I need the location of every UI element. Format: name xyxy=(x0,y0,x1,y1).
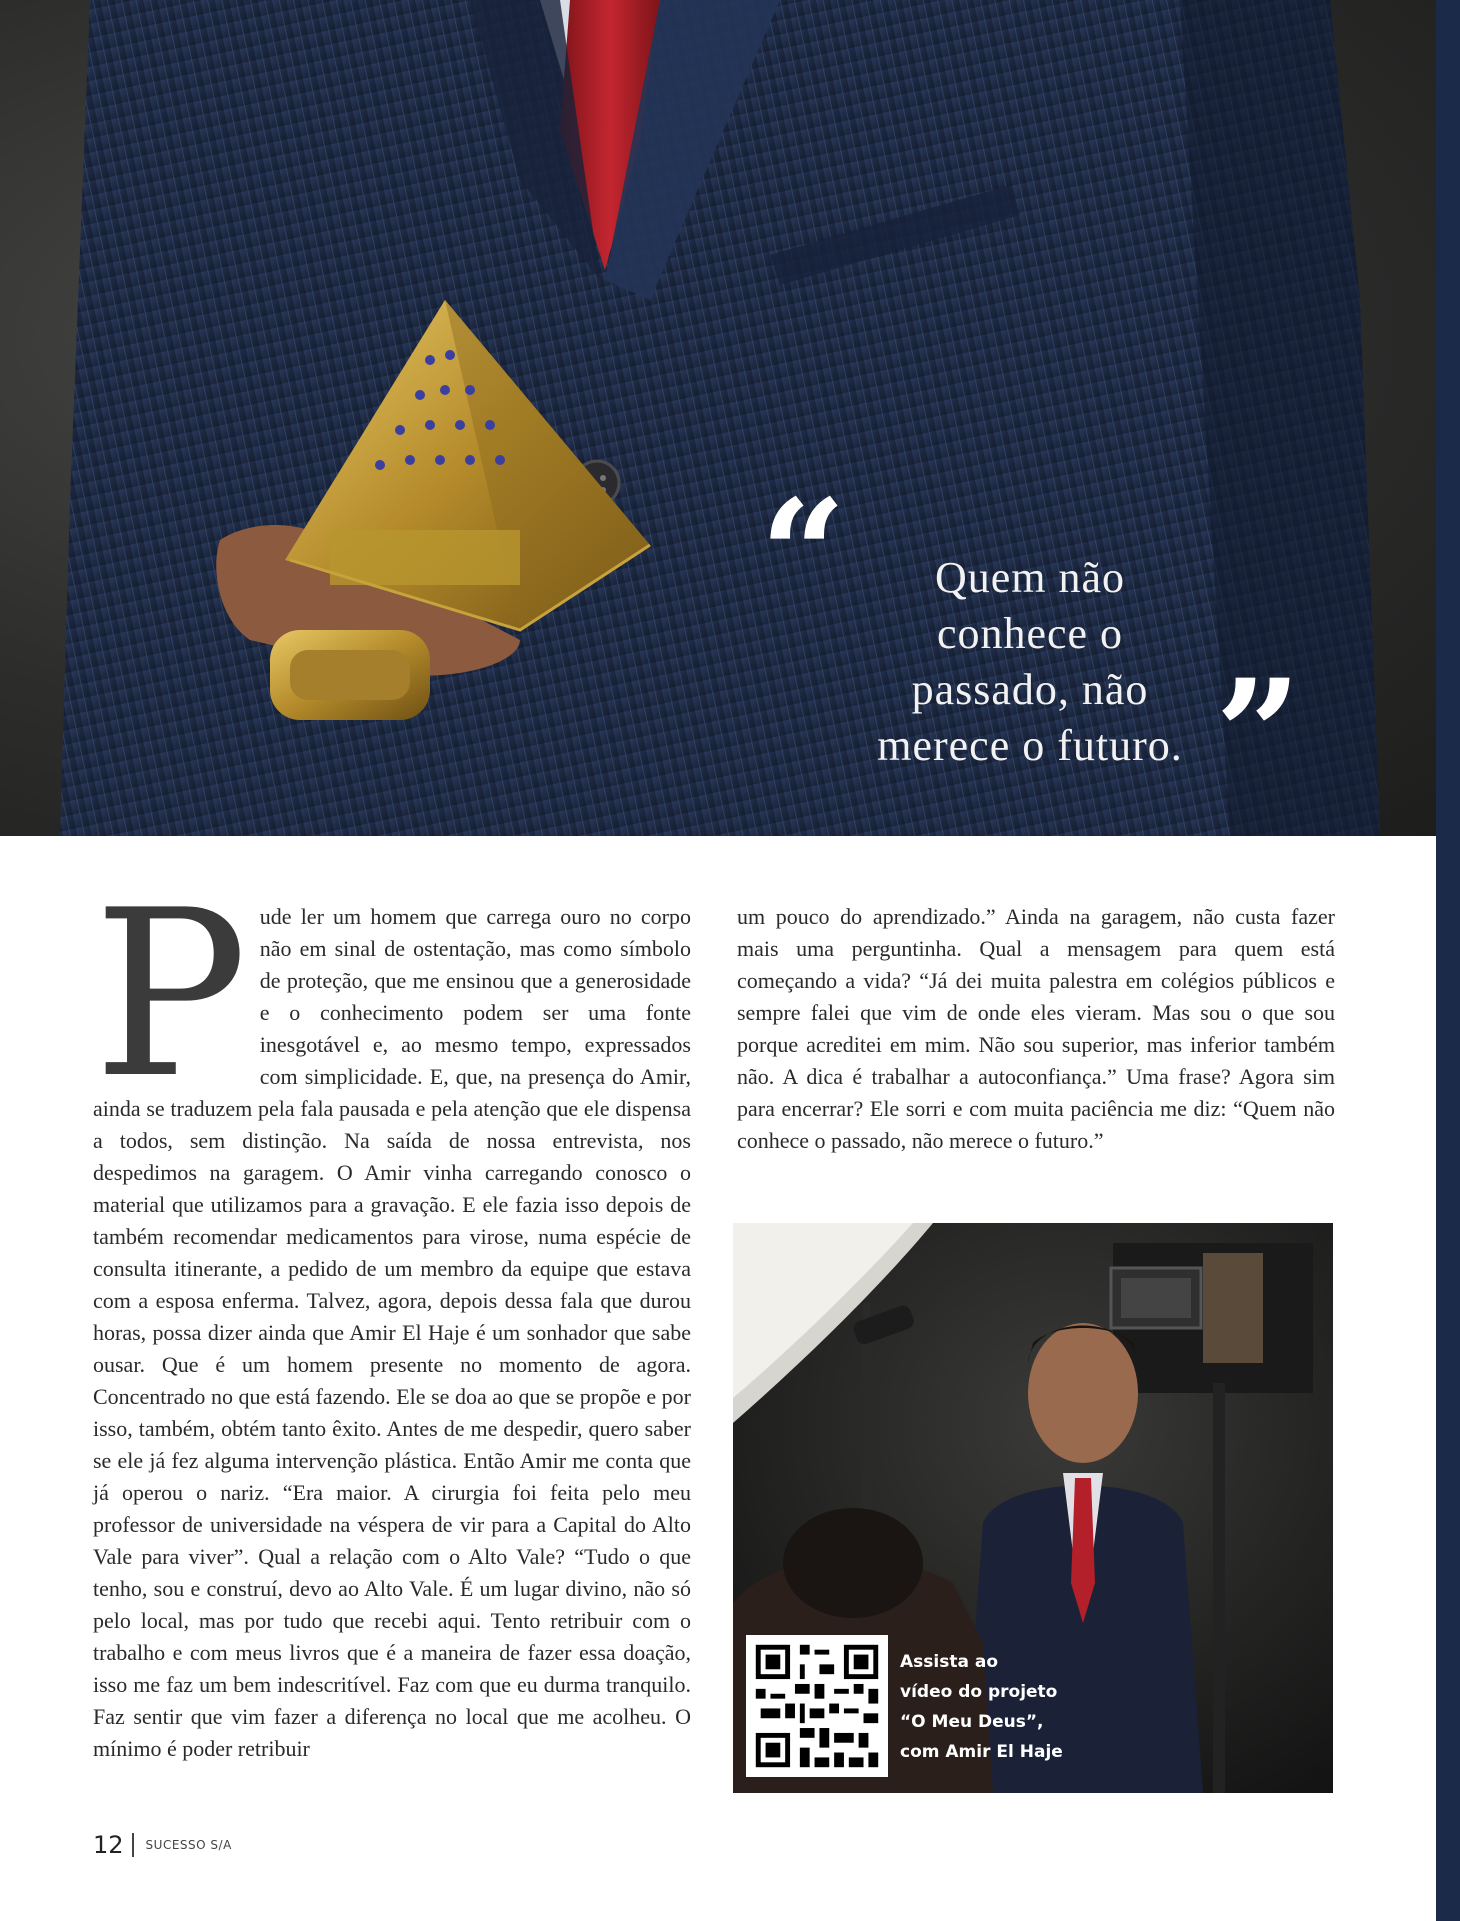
article-column-left xyxy=(93,862,691,1765)
page-edge-bar xyxy=(1436,0,1460,1921)
qr-caption-line: vídeo do projeto xyxy=(900,1682,1058,1702)
drop-cap: P xyxy=(93,862,248,1129)
qr-code[interactable] xyxy=(746,1635,888,1777)
qr-code-icon xyxy=(746,1635,888,1777)
quote-open-mark: “ xyxy=(760,467,847,643)
right-column-text: um pouco do aprendizado.” Ainda na garagem, não custa fazer mais uma perguntinha. Qual a mensagem para quem está começando a vida? “Já dei muita palestra em colégios públicos e sempre falei que vim de onde eles vieram. Mas sou o que sou porque acreditei em mim. Não sou superior, mas inferior também não. A dica é trabalhar a autoconfiança.” Uma frase? Agora sim para encerrar? Ele sorri e com muita paciência me diz: “Quem não conhece o passado, não merece o futuro.” xyxy=(737,904,1335,1153)
qr-caption-line: “O Meu Deus”, xyxy=(900,1712,1044,1732)
article-column-right xyxy=(737,901,1335,1157)
page-footer xyxy=(93,1830,232,1860)
qr-caption-line: com Amir El Haje xyxy=(900,1742,1063,1762)
qr-caption xyxy=(900,1647,1100,1767)
left-column-text: ude ler um homem que carrega ouro no corpo não em sinal de ostentação, mas como símbolo de proteção, que me ensinou que a generosidade e o conhecimento podem ser uma fonte inesgotável e, ao mesmo tempo, expressados com simplicidade. E, que, na presença do Amir, ainda se traduzem pela fala pausada e pela atenção que ele dispensa a todos, sem distinção. Na saída de nossa entrevista, nos despedimos na garagem. O Amir vinha carregando conosco o material que utilizamos para a gravação. E ele fazia isso depois de também recomendar medicamentos para virose, numa espécie de consulta itinerante, a pedido de um membro da equipe que estava com a esposa enferma. Talvez, agora, depois dessa fala que durou horas, possa dizer ainda que Amir El Haje é um sonhador que sabe ousar. Que é um homem presente no momento de agora. Concentrado no que está fazendo. Ele se doa ao que se propõe e por isso, também, obtém tanto êxito. Antes de me despedir, quero saber se ele já fez alguma intervenção plástica. Então Amir me conta que já operou o nariz. “Era maior. A cirurgia foi feita pelo meu professor de universidade na véspera de vir para a Capital do Alto Vale para viver”. Qual a relação com o Alto Vale? “Tudo o que tenho, sou e construí, devo ao Alto Vale. É um lugar divino, não só pelo local, mas por tudo que recebi aqui. Tento retribuir com o trabalho e com meus livros que é a maneira de fazer essa doação, isso me faz um bem indescritível. Faz com que eu durma tranquilo. Faz sentir que vim fazer a diferença no local que me acolheu. O mínimo é poder retribuir xyxy=(93,904,691,1761)
magazine-name: SUCESSO S/A xyxy=(145,1838,232,1852)
page-number: 12 xyxy=(93,1831,124,1859)
pull-quote xyxy=(760,467,1320,823)
video-photo xyxy=(733,1223,1333,1793)
quote-close-mark: ” xyxy=(1215,647,1302,823)
footer-divider xyxy=(132,1833,134,1857)
hero-photo xyxy=(0,0,1436,836)
pull-quote-text: Quem não conhece o passado, não merece o futuro. xyxy=(877,553,1183,770)
qr-caption-line: Assista ao xyxy=(900,1652,999,1672)
